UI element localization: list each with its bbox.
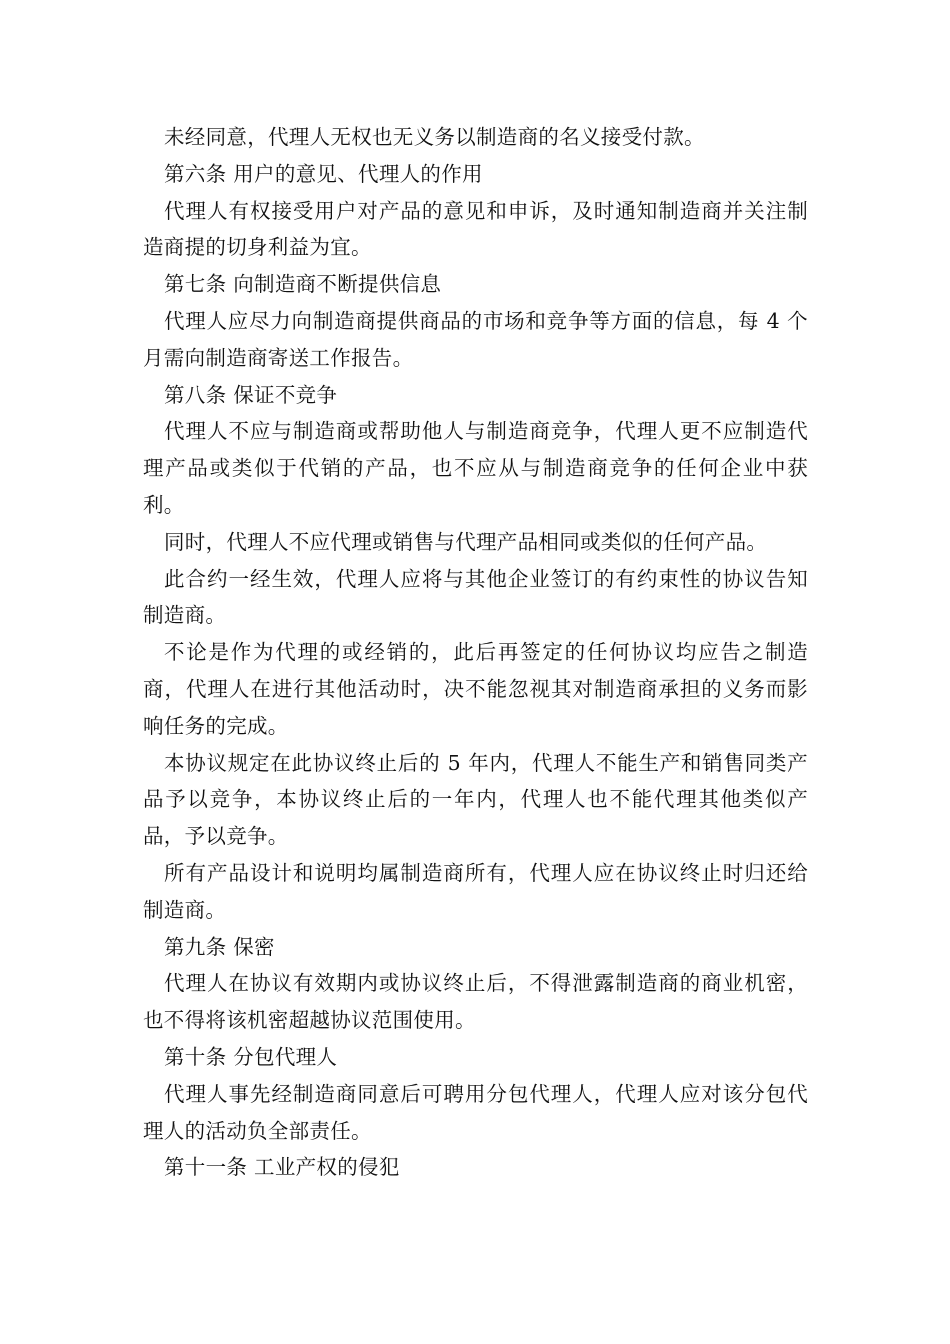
paragraph: 同时，代理人不应代理或销售与代理产品相同或类似的任何产品。 (164, 529, 768, 554)
paragraph: 此合约一经生效，代理人应将与其他企业签订的有约束性的协议告知制造商。 (143, 566, 808, 628)
paragraph: 代理人不应与制造商或帮助他人与制造商竞争，代理人更不应制造代理产品或类似于代销的产品，也不应从与制造商竞争的任何企业中获利。 (143, 419, 808, 517)
article-heading: 第九条 保密 (164, 934, 275, 959)
article-heading: 第六条 用户的意见、代理人的作用 (164, 161, 483, 186)
paragraph: 所有产品设计和说明均属制造商所有，代理人应在协议终止时归还给制造商。 (143, 860, 808, 922)
article-heading: 第八条 保证不竞争 (164, 382, 338, 407)
paragraph: 代理人应尽力向制造商提供商品的市场和竞争等方面的信息，每 4 个月需向制造商寄送工作报告。 (143, 308, 808, 370)
article-heading: 第十条 分包代理人 (164, 1044, 338, 1069)
paragraph: 不论是作为代理的或经销的，此后再签定的任何协议均应告之制造商，代理人在进行其他活动时，决不能忽视其对制造商承担的义务而影响任务的完成。 (143, 640, 808, 738)
article-heading: 第七条 向制造商不断提供信息 (164, 272, 442, 297)
paragraph: 代理人在协议有效期内或协议终止后，不得泄露制造商的商业机密，也不得将该机密超越协议范围使用。 (143, 971, 808, 1033)
article-heading: 第十一条 工业产权的侵犯 (164, 1155, 400, 1180)
document-body (143, 119, 808, 1186)
paragraph: 未经同意，代理人无权也无义务以制造商的名义接受付款。 (164, 125, 705, 149)
paragraph: 代理人事先经制造商同意后可聘用分包代理人，代理人应对该分包代理人的活动负全部责任。 (143, 1081, 808, 1143)
paragraph: 本协议规定在此协议终止后的 5 年内，代理人不能生产和销售同类产品予以竞争，本协议终止后的一年内，代理人也不能代理其他类似产品，予以竞争。 (143, 750, 808, 849)
paragraph: 代理人有权接受用户对产品的意见和申诉，及时通知制造商并关注制造商提的切身利益为宜。 (143, 198, 808, 260)
